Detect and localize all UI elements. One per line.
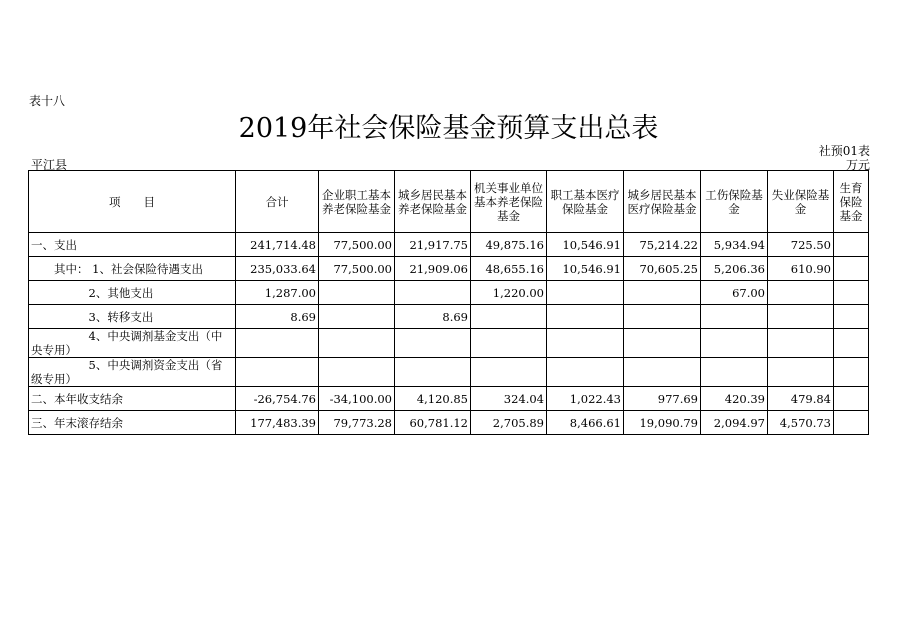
- header-unemployment: 失业保险基金: [768, 171, 834, 233]
- table-cell: [834, 411, 869, 435]
- header-item: 项 目: [29, 171, 236, 233]
- row-label: 一、支出: [29, 233, 236, 257]
- table-cell: [701, 358, 768, 387]
- region-label: 平江县: [31, 158, 68, 172]
- table-cell: 79,773.28: [319, 411, 395, 435]
- table-cell: 4,120.85: [395, 387, 471, 411]
- table-row: [29, 411, 869, 435]
- table-cell: 235,033.64: [236, 257, 319, 281]
- table-cell: [834, 387, 869, 411]
- unit-label: 万元: [845, 158, 870, 172]
- table-cell: 977.69: [624, 387, 701, 411]
- header-enterprise-pension: 企业职工基本养老保险基金: [319, 171, 395, 233]
- table-cell: [834, 233, 869, 257]
- table-cell: [395, 281, 471, 305]
- table-row: [29, 305, 869, 329]
- table-cell: [547, 305, 624, 329]
- table-cell: [624, 358, 701, 387]
- table-cell: 75,214.22: [624, 233, 701, 257]
- header-resident-pension: 城乡居民基本养老保险基金: [395, 171, 471, 233]
- table-cell: 725.50: [768, 233, 834, 257]
- header-public-pension: 机关事业单位基本养老保险基金: [471, 171, 547, 233]
- table-row: [29, 387, 869, 411]
- table-cell: 8.69: [395, 305, 471, 329]
- header-row: [29, 171, 869, 233]
- table-cell: 49,875.16: [471, 233, 547, 257]
- table-cell: [319, 329, 395, 358]
- table-cell: 70,605.25: [624, 257, 701, 281]
- table-cell: [395, 358, 471, 387]
- row-label: 4、中央调剂基金支出（中央专用）: [29, 329, 236, 358]
- table-cell: [547, 358, 624, 387]
- row-label: 其中： 1、社会保险待遇支出: [29, 257, 236, 281]
- table-cell: [319, 281, 395, 305]
- header-total: 合计: [236, 171, 319, 233]
- table-cell: [834, 358, 869, 387]
- table-cell: [768, 358, 834, 387]
- table-row: [29, 281, 869, 305]
- header-maternity: 生育保险基金: [834, 171, 869, 233]
- table-cell: [624, 305, 701, 329]
- table-cell: 10,546.91: [547, 233, 624, 257]
- table-cell: [236, 329, 319, 358]
- table-cell: 77,500.00: [319, 233, 395, 257]
- table-cell: [319, 358, 395, 387]
- table-cell: 48,655.16: [471, 257, 547, 281]
- table-cell: 60,781.12: [395, 411, 471, 435]
- header-resident-medical: 城乡居民基本医疗保险基金: [624, 171, 701, 233]
- table-cell: [471, 358, 547, 387]
- table-cell: [624, 281, 701, 305]
- table-row: [29, 358, 869, 387]
- row-label: 三、年末滚存结余: [29, 411, 236, 435]
- table-cell: [834, 329, 869, 358]
- table-cell: 2,705.89: [471, 411, 547, 435]
- table-cell: 610.90: [768, 257, 834, 281]
- table-cell: 241,714.48: [236, 233, 319, 257]
- table-cell: 1,022.43: [547, 387, 624, 411]
- table-cell: 5,934.94: [701, 233, 768, 257]
- table-cell: [768, 281, 834, 305]
- table-cell: 8,466.61: [547, 411, 624, 435]
- table-cell: [319, 305, 395, 329]
- table-cell: 21,917.75: [395, 233, 471, 257]
- row-label: 2、其他支出: [29, 281, 236, 305]
- table-cell: [701, 329, 768, 358]
- header-employee-medical: 职工基本医疗保险基金: [547, 171, 624, 233]
- table-cell: 1,220.00: [471, 281, 547, 305]
- table-cell: [624, 329, 701, 358]
- row-label: 3、转移支出: [29, 305, 236, 329]
- table-cell: 479.84: [768, 387, 834, 411]
- table-cell: [471, 305, 547, 329]
- table-cell: 5,206.36: [701, 257, 768, 281]
- table-cell: [236, 358, 319, 387]
- table-cell: 1,287.00: [236, 281, 319, 305]
- table-cell: 21,909.06: [395, 257, 471, 281]
- table-label: 表十八: [29, 94, 66, 108]
- table-cell: -26,754.76: [236, 387, 319, 411]
- table-row: [29, 257, 869, 281]
- table-cell: 177,483.39: [236, 411, 319, 435]
- table-row: [29, 233, 869, 257]
- header-injury: 工伤保险基金: [701, 171, 768, 233]
- row-label: 二、本年收支结余: [29, 387, 236, 411]
- budget-table: [28, 170, 869, 435]
- table-cell: 77,500.00: [319, 257, 395, 281]
- table-cell: [834, 305, 869, 329]
- table-cell: [834, 281, 869, 305]
- table-cell: 67.00: [701, 281, 768, 305]
- table-cell: 2,094.97: [701, 411, 768, 435]
- page-title: 2019年社会保险基金预算支出总表: [238, 113, 659, 144]
- form-code: 社预01表: [818, 144, 870, 158]
- table-cell: [547, 329, 624, 358]
- table-cell: 324.04: [471, 387, 547, 411]
- table-cell: [768, 305, 834, 329]
- table-cell: -34,100.00: [319, 387, 395, 411]
- table-cell: 19,090.79: [624, 411, 701, 435]
- table-cell: [471, 329, 547, 358]
- table-cell: 420.39: [701, 387, 768, 411]
- table-cell: [834, 257, 869, 281]
- table-cell: 8.69: [236, 305, 319, 329]
- table-cell: [395, 329, 471, 358]
- table-row: [29, 329, 869, 358]
- table-cell: [768, 329, 834, 358]
- table-cell: [547, 281, 624, 305]
- table-cell: [701, 305, 768, 329]
- table-cell: 10,546.91: [547, 257, 624, 281]
- row-label: 5、中央调剂资金支出（省级专用）: [29, 358, 236, 387]
- table-cell: 4,570.73: [768, 411, 834, 435]
